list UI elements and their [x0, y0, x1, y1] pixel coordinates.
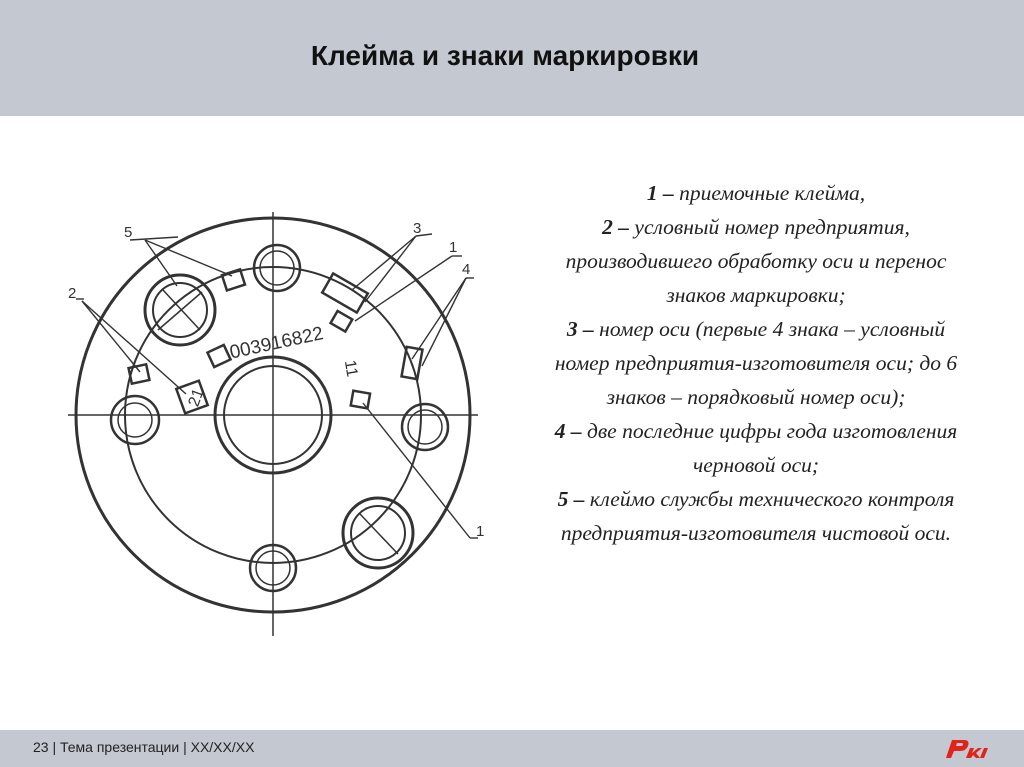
stamp-box-1c: [351, 391, 370, 409]
callout-3: 3: [413, 220, 422, 237]
legend-item: 3 – номер оси (первые 4 знака – условный номер предприятия-изготовителя оси; до 6 знаков – порядковый номер оси);: [554, 317, 958, 409]
legend-item: 2 – условный номер предприятия, производившего обработку оси и перенос знаков маркировки;: [565, 215, 947, 307]
thread-hole-upper-left: [145, 275, 215, 345]
stamp-box-3a: [322, 273, 368, 312]
stamp-box-1a: [207, 345, 230, 367]
legend-item: 4 – две последние цифры года изготовления черновой оси;: [554, 419, 958, 477]
presentation-date: XX/XX/XX: [190, 739, 255, 755]
header-bar: [0, 0, 1024, 116]
legend-item: 1 – приемочные клейма,: [646, 181, 866, 205]
callout-4: 4: [462, 261, 471, 278]
stamp-box-5: [222, 269, 245, 290]
slide-title: Клейма и знаки маркировки: [310, 40, 700, 71]
stamp-box-1b: [331, 311, 353, 332]
page-number: 23: [33, 739, 49, 755]
callout-1-bottom: 1: [476, 523, 485, 540]
rzd-logo-icon: [940, 734, 990, 764]
axle-number-marking: 003916822: [227, 323, 326, 364]
footer-bar: [0, 730, 1024, 767]
callout-1-top: 1: [449, 239, 458, 256]
bolt-hole-right: [402, 404, 448, 450]
callout-2: 2: [68, 285, 77, 302]
presentation-topic: Тема презентации: [60, 739, 180, 755]
year-digits-marking: 11: [340, 358, 361, 379]
footer-text: 23 | Тема презентации | XX/XX/XX: [33, 739, 255, 755]
axle-end-drawing: [0, 116, 540, 726]
callout-5: 5: [124, 224, 133, 241]
enterprise-code-marking: 21: [185, 386, 208, 409]
marking-legend: [546, 176, 966, 550]
legend-item: 5 – клеймо службы технического контроля предприятия-изготовителя чистовой оси.: [557, 487, 955, 545]
